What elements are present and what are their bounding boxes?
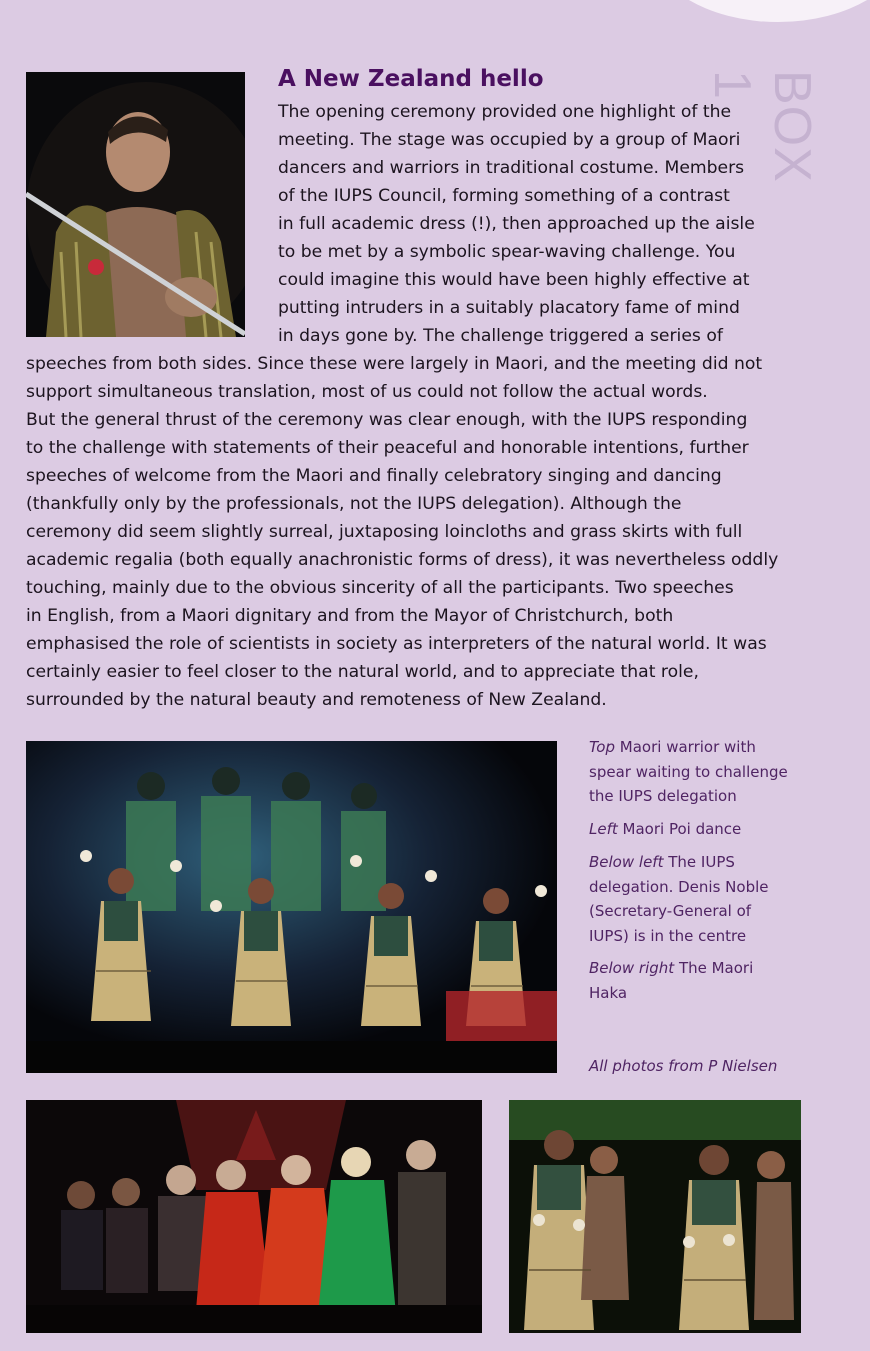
article-line: certainly easier to feel closer to the natural world, and to appreciate that role, (26, 662, 699, 682)
article-line: touching, mainly due to the obvious sincerity of all the participants. Two speeches (26, 578, 734, 598)
article-line: to be met by a symbolic spear-waving challenge. You (278, 242, 736, 262)
caption-below-right (589, 956, 789, 1005)
caption-lead: Below right (589, 959, 675, 977)
box-label: BOX 1 (703, 70, 821, 183)
article-line: speeches from both sides. Since these were largely in Maori, and the meeting did not (26, 354, 763, 374)
article-line: in days gone by. The challenge triggered a series of (278, 326, 723, 346)
caption-text: (Secretary-General of (589, 902, 752, 920)
caption-text: The Maori (678, 959, 754, 977)
article-line: (thankfully only by the professionals, not the IUPS delegation). Although the (26, 494, 682, 514)
page-tab-curve (648, 0, 870, 22)
caption-text: The IUPS (668, 853, 735, 871)
caption-text: Maori warrior with (619, 738, 756, 756)
caption-text: Haka (589, 983, 628, 1002)
caption-lead: Top (589, 738, 616, 756)
article-line: meeting. The stage was occupied by a group of Maori (278, 130, 741, 150)
caption-text: Maori Poi dance (622, 820, 742, 838)
article-line: support simultaneous translation, most of us could not follow the actual words. (26, 382, 708, 402)
article-line: emphasised the role of scientists in society as interpreters of the natural world. It was (26, 634, 767, 654)
photo-poi-dance (26, 741, 557, 1073)
article-line: academic regalia (both equally anachronistic forms of dress), it was nevertheless oddly (26, 550, 779, 570)
article-line: putting intruders in a suitably placatory fame of mind (278, 298, 740, 318)
article-line: of the IUPS Council, forming something of a contrast (278, 186, 730, 206)
photo-iups-delegation (26, 1100, 482, 1333)
caption-text: IUPS) is in the centre (589, 926, 747, 945)
caption-lead: Left (589, 820, 618, 838)
article-line: surrounded by the natural beauty and remoteness of New Zealand. (26, 690, 607, 710)
article-line: in full academic dress (!), then approached up the aisle (278, 214, 755, 234)
photo-credit-text: All photos from P Nielsen (589, 1057, 778, 1075)
article-line: dancers and warriors in traditional costume. Members (278, 158, 745, 178)
caption-left (589, 817, 789, 842)
article-line: in English, from a Maori dignitary and from the Mayor of Christchurch, both (26, 606, 674, 626)
caption-text: spear waiting to challenge (589, 762, 788, 781)
photo-maori-haka (509, 1100, 801, 1333)
caption-top (589, 735, 789, 809)
article-line: could imagine this would have been highly effective at (278, 270, 750, 290)
caption-text: the IUPS delegation (589, 787, 737, 805)
article-line: to the challenge with statements of their peaceful and honorable intentions, further (26, 438, 749, 458)
article-title: A New Zealand hello (278, 66, 544, 92)
article-line: The opening ceremony provided one highlight of the (278, 102, 732, 122)
caption-lead: Below left (589, 853, 664, 871)
article-line: speeches of welcome from the Maori and finally celebratory singing and dancing (26, 466, 722, 486)
photo-credit (589, 1054, 789, 1079)
caption-below-left (589, 850, 789, 948)
article-line: ceremony did seem slightly surreal, juxtaposing loincloths and grass skirts with full (26, 522, 743, 542)
caption-text: delegation. Denis Noble (589, 877, 769, 896)
photo-warrior-with-spear (26, 72, 245, 337)
article-line: But the general thrust of the ceremony was clear enough, with the IUPS responding (26, 410, 748, 430)
